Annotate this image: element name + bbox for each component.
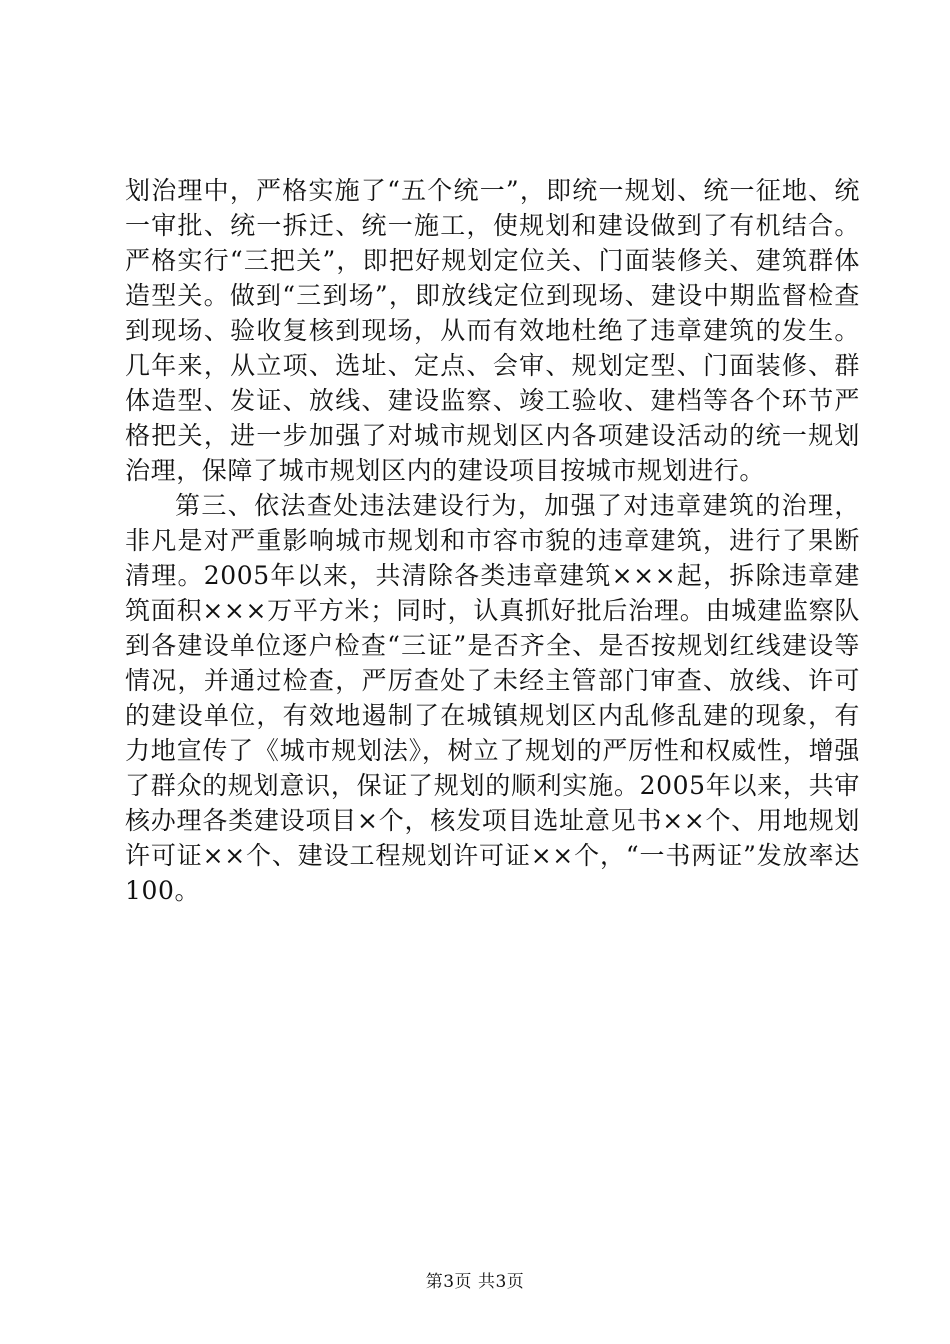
page-footer: 第3页 共3页 bbox=[425, 1272, 525, 1292]
paragraph-third-point: 第三、依法查处违法建设行为，加强了对违章建筑的治理，非凡是对严重影响城市规划和市容市貌的违章建筑，进行了果断清理。2005年以来，共清除各类违章建筑×××起，拆除违章建筑面积×××万平方米；同时，认真抓好批后治理。由城建监察队到各建设单位逐户检查“三证”是否齐全、是否按规划红线建设等情况，并通过检查，严厉查处了未经主管部门审查、放线、许可的建设单位，有效地遏制了在城镇规划区内乱修乱建的现象，有力地宣传了《城市规划法》，树立了规划的严厉性和权威性，增强了群众的规划意识，保证了规划的顺利实施。2005年以来，共审核办理各类建设项目×个，核发项目选址意见书××个、用地规划许可证××个、建设工程规划许可证××个，“一书两证”发放率达100。 bbox=[125, 491, 860, 905]
document-body bbox=[125, 173, 860, 908]
paragraph-continued: 划治理中，严格实施了“五个统一”，即统一规划、统一征地、统一审批、统一拆迁、统一施工，使规划和建设做到了有机结合。严格实行“三把关”，即把好规划定位关、门面装修关、建筑群体造型关。做到“三到场”，即放线定位到现场、建设中期监督检查到现场、验收复核到现场，从而有效地杜绝了违章建筑的发生。几年来，从立项、选址、定点、会审、规划定型、门面装修、群体造型、发证、放线、建设监察、竣工验收、建档等各个环节严格把关，进一步加强了对城市规划区内各项建设活动的统一规划治理，保障了城市规划区内的建设项目按城市规划进行。 bbox=[125, 176, 860, 485]
